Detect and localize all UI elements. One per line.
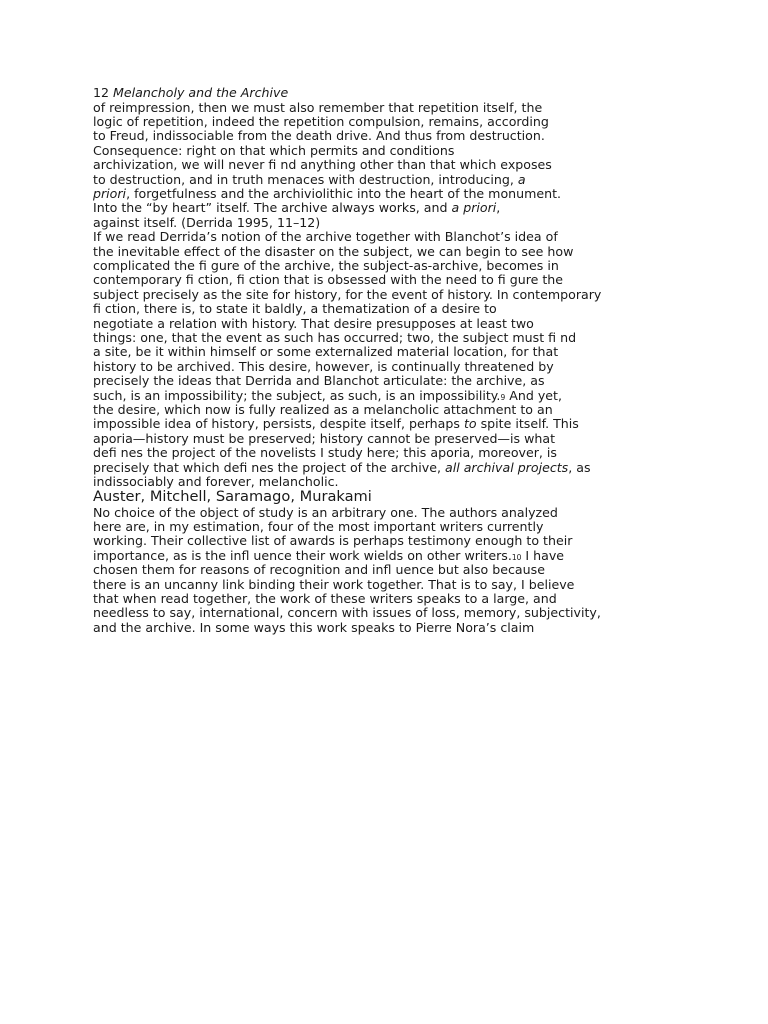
paragraph-line: precisely that which deﬁ nes the project of the archive, all archival projects, as [93,459,591,475]
paragraph-line: impossible idea of history, persists, despite itself, perhaps to spite itself. This [93,416,579,432]
quote-line: Into the “by heart” itself. The archive always works, and a priori, [93,200,501,216]
running-header [93,86,288,100]
paragraph-line: and the archive. In some ways this work speaks to Pierre Nora’s claim [93,619,535,635]
paragraph-line: No choice of the object of study is an arbitrary one. The authors analyzed [93,504,558,520]
quote-line: to destruction, and in truth menaces with destruction, introducing, a [93,171,526,187]
section-heading: Auster, Mitchell, Saramago, Murakami [93,488,372,505]
paragraph-line: the desire, which now is fully realized as a melancholic attachment to an [93,401,553,417]
paragraph-line: things: one, that the event as such has occurred; two, the subject must ﬁ nd [93,329,577,345]
paragraph-line: complicated the ﬁ gure of the archive, the subject-as-archive, becomes in [93,257,559,273]
paragraph-line: a site, be it within himself or some externalized material location, for that [93,344,559,360]
paragraph-line: needless to say, international, concern with issues of loss, memory, subjectivity, [93,605,601,621]
quote-line: of reimpression, then we must also remember that repetition itself, the [93,99,543,115]
paragraph-line: If we read Derrida’s notion of the archive together with Blanchot’s idea of [93,229,558,245]
quote-line: logic of repetition, indeed the repetition compulsion, remains, according [93,113,549,129]
quote-citation-line: against itself. (Derrida 1995, 11–12) [93,214,321,230]
paragraph-line: contemporary ﬁ ction, ﬁ ction that is obsessed with the need to ﬁ gure the [93,272,564,288]
running-title: Melancholy and the Archive [113,85,289,100]
paragraph-line: negotiate a relation with history. That desire presupposes at least two [93,315,534,331]
footnote-marker: 10 [511,552,522,562]
quote-line: archivization, we will never ﬁ nd anything other than that which exposes [93,157,552,173]
paragraph-line: history to be archived. This desire, however, is continually threatened by [93,358,554,374]
paragraph-line: subject precisely as the site for history, for the event of history. In contemporary [93,286,602,302]
paragraph-line: ﬁ ction, there is, to state it baldly, a thematization of a desire to [93,301,497,317]
footnote-marker: 9 [500,392,506,402]
paragraph-line: indissociably and forever, melancholic. [93,473,339,489]
paragraph-line: that when read together, the work of these writers speaks to a large, and [93,590,557,606]
paragraph-line: deﬁ nes the project of the novelists I study here; this aporia, moreover, is [93,445,557,461]
paragraph-line: working. Their collective list of awards is perhaps testimony enough to their [93,533,573,549]
page-number: 12 [93,85,110,100]
paragraph-line: precisely the ideas that Derrida and Blanchot articulate: the archive, as [93,373,545,389]
paragraph-line: the inevitable effect of the disaster on the subject, we can begin to see how [93,243,574,259]
paragraph-line: there is an uncanny link binding their work together. That is to say, I believe [93,576,575,592]
paragraph-line: importance, as is the inﬂ uence their work wields on other writers.10 I have [93,547,565,563]
paragraph-line: aporia—history must be preserved; history cannot be preserved—is what [93,430,556,446]
quote-line: priori, forgetfulness and the archiviolithic into the heart of the monument. [93,185,562,201]
quote-line: to Freud, indissociable from the death drive. And thus from destruction. [93,128,545,144]
paragraph-line: here are, in my estimation, four of the most important writers currently [93,518,544,534]
paragraph-line: such, is an impossibility; the subject, as such, is an impossibility.9 And yet, [93,387,562,403]
paragraph-line: chosen them for reasons of recognition and inﬂ uence but also because [93,562,545,578]
quote-line: Consequence: right on that which permits and conditions [93,142,455,158]
